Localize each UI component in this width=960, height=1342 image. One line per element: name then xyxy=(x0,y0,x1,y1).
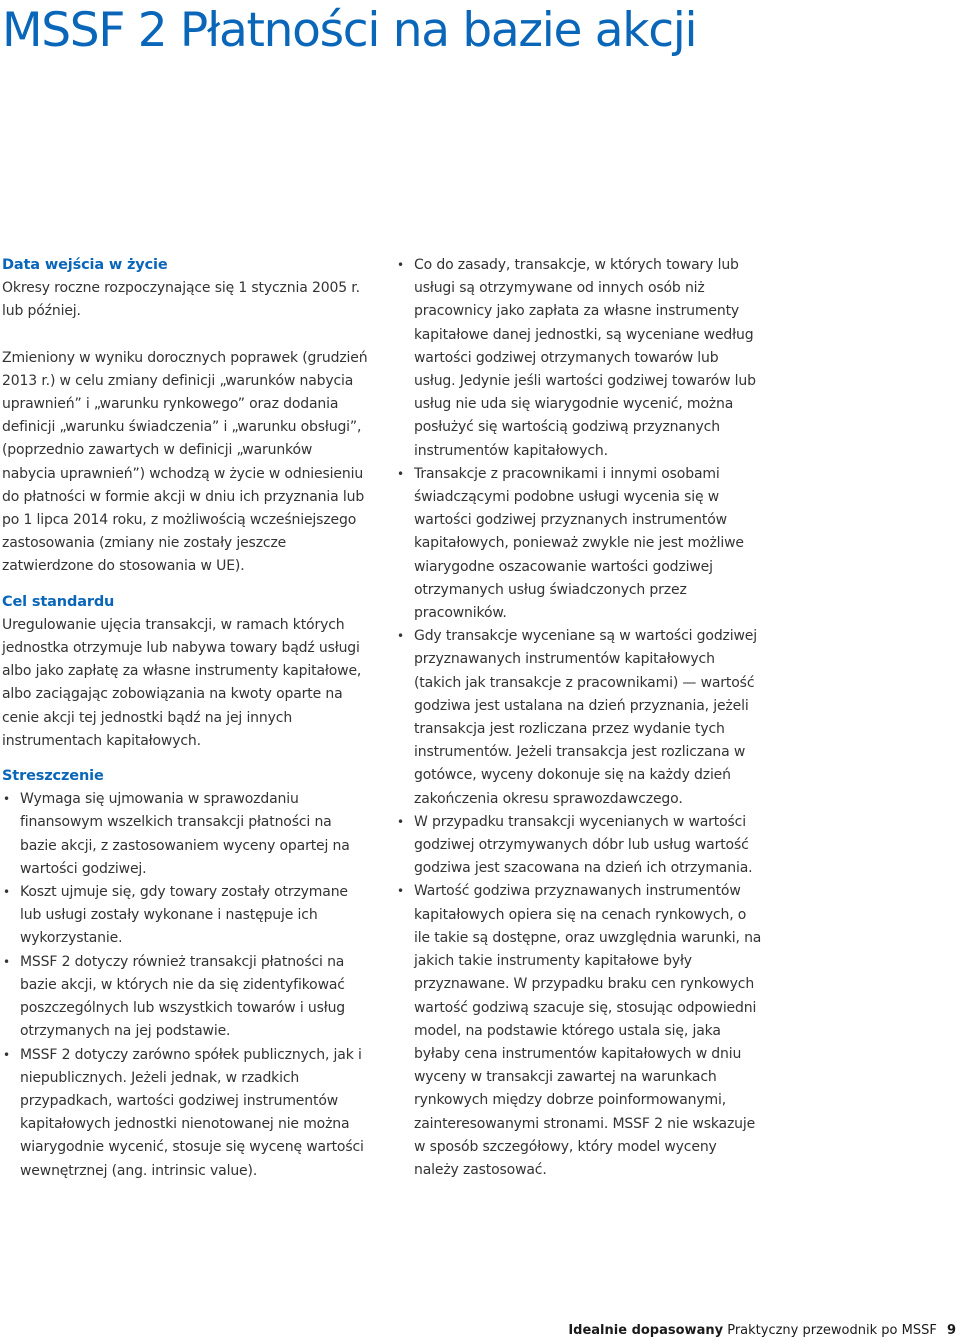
list-item xyxy=(2,1044,368,1183)
bullet-icon: • xyxy=(397,814,404,829)
list-item-text: Wartość godziwa przyznawanych instrumentów kapitałowych opiera się na cenach rynkowych, o ile takie są dostępne, oraz uwzględnia warunki, na jakich takie instrumenty kapitałowe były przyznawane. W przypadku braku cen rynkowych wartość godziwą szacuje się, stosując odpowiedni model, na podstawie którego ustala się, jaka byłaby cena instrumentów kapitałowych w dniu wyceny w transakcji zawartej na warunkach rynkowych między dobrze poinformowanymi, zainteresowanymi stronami. MSSF 2 nie wskazuje w sposób szczegółowy, który model wyceny należy zastosować. xyxy=(414,883,762,1178)
effective-date-paragraph-2: Zmieniony w wyniku dorocznych poprawek (grudzień 2013 r.) w celu zmiany definicji „warunków nabycia uprawnień” i „warunku rynkowego” oraz dodania definicji „warunku świadczenia” i „warunku obsługi”, (poprzednio zawartych w definicji „warunków nabycia uprawnień”) wchodzą w życie w odniesieniu do płatności w formie akcji w dniu ich przyznania lub po 1 lipca 2014 roku, z możliwością wcześniejszego zastosowania (zmiany nie zostały jeszcze zatwierdzone do stosowania w UE). xyxy=(2,349,368,575)
list-item xyxy=(396,811,764,881)
list-item-text: Gdy transakcje wyceniane są w wartości godziwej przyznawanych instrumentów kapitałowych (takich jak transakcje z pracownikami) — wartość godziwa jest ustalana na dzień przyznania, jeżeli transakcja jest rozliczana przez wydanie tych instrumentów. Jeżeli transakcja jest rozliczana w gotówce, wyceny dokonuje się na każdy dzień zakończenia okresu sprawozdawczego. xyxy=(414,628,757,807)
bullet-icon: • xyxy=(397,884,404,899)
list-item xyxy=(396,880,764,1182)
bullet-icon: • xyxy=(3,792,10,807)
footer-subtitle: Praktyczny przewodnik po MSSF xyxy=(727,1323,937,1338)
list-item-text: W przypadku transakcji wycenianych w wartości godziwej otrzymywanych dóbr lub usług wartość godziwa jest szacowana na dzień ich otrzymania. xyxy=(414,813,753,877)
bullet-icon: • xyxy=(397,466,404,481)
goal-heading: Cel standardu xyxy=(2,593,115,610)
list-item-text: Wymaga się ujmowania w sprawozdaniu finansowym wszelkich transakcji płatności na bazie akcji, z zastosowaniem wyceny opartej na wartości godziwej. xyxy=(20,791,350,877)
right-bullet-list xyxy=(396,254,764,1182)
list-item xyxy=(396,463,764,625)
list-item-text: Co do zasady, transakcje, w których towary lub usługi są otrzymywane od innych osób niż pracownicy jako zapłata za własne instrumenty kapitałowe danej jednostki, są wyceniane według wartości godziwej otrzymanych towarów lub usług. Jedynie jeśli wartości godziwej towarów lub usług nie uda się wiarygodnie wycenić, można posłużyć się wartością godziwą przyznanych instrumentów kapitałowych. xyxy=(414,257,756,459)
bullet-icon: • xyxy=(3,954,10,969)
right-column xyxy=(396,254,764,1182)
list-item xyxy=(2,951,368,1044)
summary-heading: Streszczenie xyxy=(2,768,104,785)
list-item xyxy=(2,881,368,951)
list-item-text: MSSF 2 dotyczy również transakcji płatności na bazie akcji, w których nie da się zidentyfikować poszczególnych lub wszystkich towarów i usług otrzymanych na jej podstawie. xyxy=(20,953,346,1040)
page-footer xyxy=(568,1323,956,1338)
page-title: MSSF 2 Płatności na bazie akcji xyxy=(2,3,697,58)
effective-date-paragraph-1: Okresy roczne rozpoczynające się 1 stycznia 2005 r. lub później. xyxy=(2,280,360,320)
summary-list xyxy=(2,788,368,1182)
footer-brand: Idealnie dopasowany xyxy=(568,1323,724,1338)
bullet-icon: • xyxy=(3,885,10,900)
left-column xyxy=(2,254,368,1183)
bullet-icon: • xyxy=(397,258,404,272)
list-item-text: Transakcje z pracownikami i innymi osobami świadczącymi podobne usługi wycenia się w wartości godziwej przyznanych instrumentów kapitałowych, ponieważ zwykle nie jest możliwe wiarygodne oszacowanie wartości godziwej otrzymanych usług świadczonych przez pracowników. xyxy=(414,465,744,622)
list-item-text: MSSF 2 dotyczy zarówno spółek publicznych, jak i niepublicznych. Jeżeli jednak, w rzadkich przypadkach, wartości godziwej instrumentów kapitałowych jednostki nienotowanej nie można wiarygodnie wycenić, stosuje się wycenę wartości wewnętrznej (ang. intrinsic value). xyxy=(20,1046,364,1179)
effective-date-heading: Data wejścia w życie xyxy=(2,257,168,273)
bullet-icon: • xyxy=(3,1047,10,1062)
bullet-icon: • xyxy=(397,629,404,644)
page-number: 9 xyxy=(946,1323,956,1338)
goal-paragraph: Uregulowanie ujęcia transakcji, w ramach których jednostka otrzymuje lub nabywa towary bądź usługi albo jako zapłatę za własne instrumenty kapitałowe, albo zaciągając zobowiązania na kwoty oparte na cenie akcji tej jednostki bądź na jej innych instrumentach kapitałowych. xyxy=(2,616,362,749)
list-item xyxy=(2,788,368,881)
list-item xyxy=(396,254,764,463)
list-item xyxy=(396,625,764,811)
list-item-text: Koszt ujmuje się, gdy towary zostały otrzymane lub usługi zostały wykonane i następuje ich wykorzystanie. xyxy=(20,884,348,947)
